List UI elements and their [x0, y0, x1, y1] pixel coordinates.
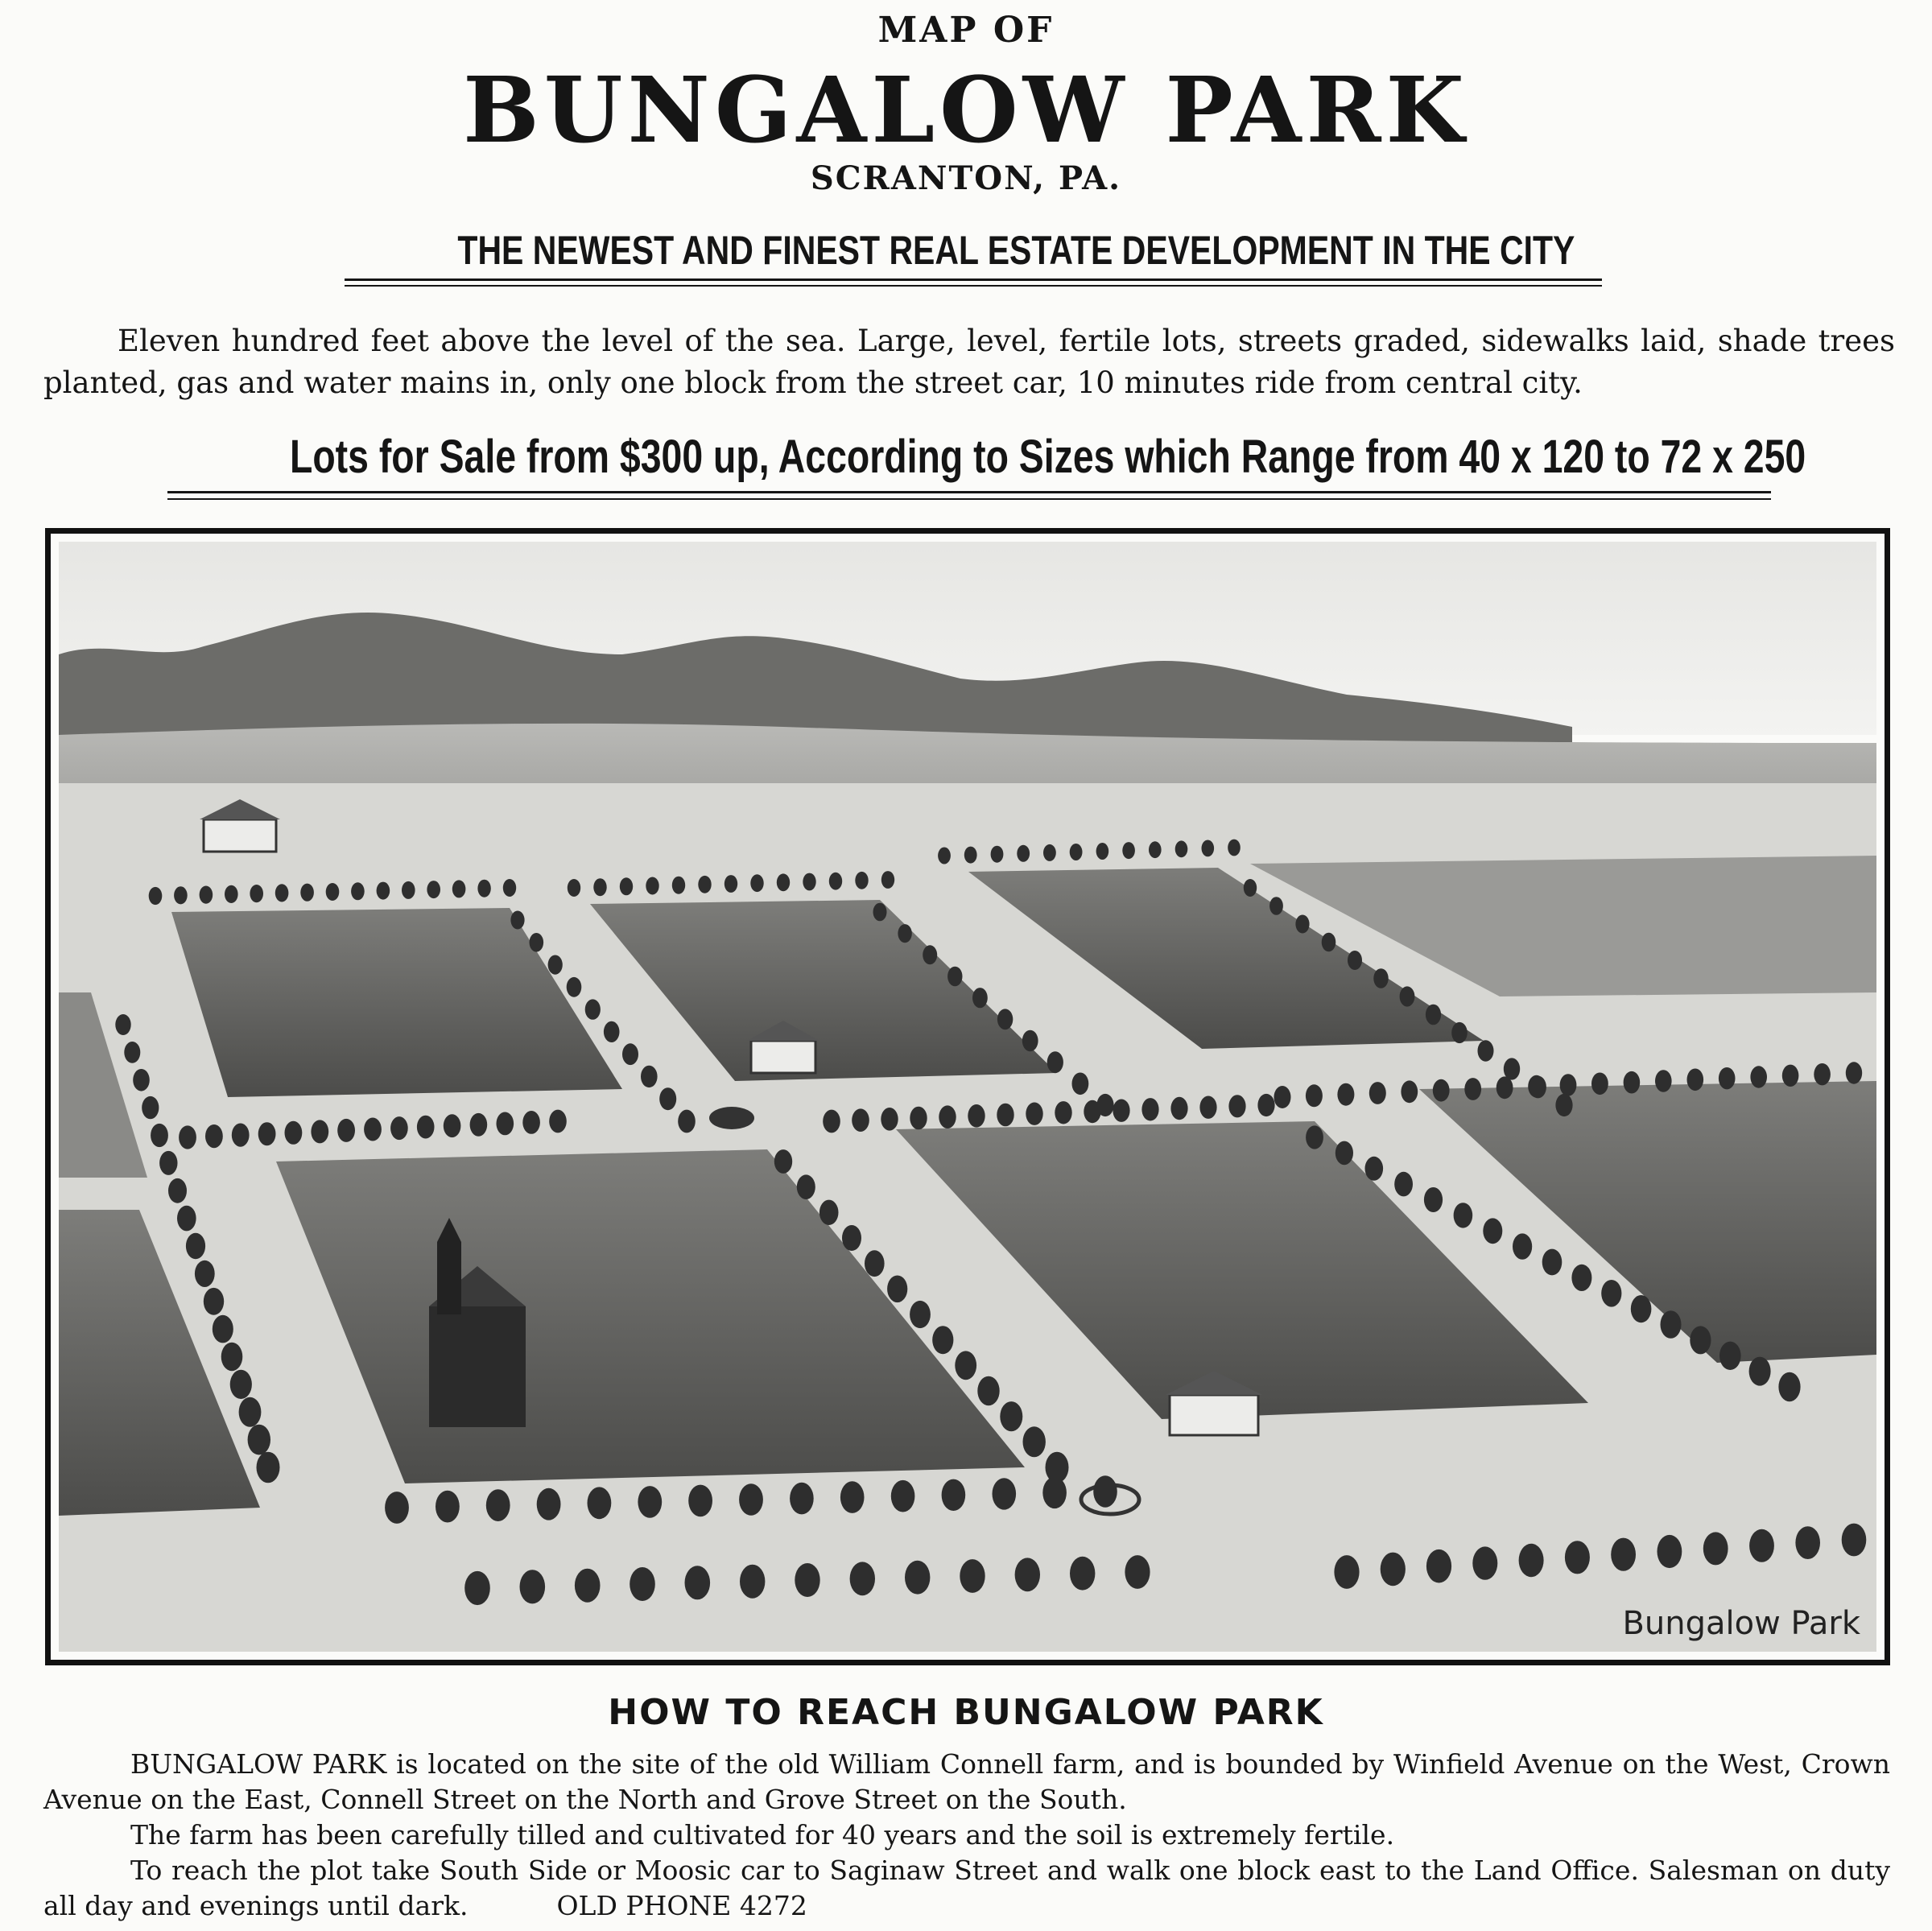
- tree: [1113, 1100, 1129, 1122]
- directions-paragraph-1: BUNGALOW PARK is located on the site of the old William Connell farm, and is bounded by Winfield Avenue on the West, Crown Avenue on the East, Connell Street on the North and Grove Street on the South.: [43, 1748, 1890, 1815]
- tree: [248, 1425, 270, 1455]
- tree: [1373, 968, 1388, 988]
- tree: [1394, 1172, 1413, 1197]
- tree: [250, 885, 263, 902]
- tree: [1274, 1086, 1291, 1108]
- tree: [300, 884, 314, 902]
- tree: [938, 848, 951, 864]
- tree: [205, 1124, 223, 1148]
- tree: [258, 1122, 276, 1145]
- tree: [402, 881, 415, 899]
- tree: [257, 1452, 280, 1483]
- tree: [1560, 1074, 1577, 1096]
- tree: [1017, 845, 1030, 862]
- tree: [1015, 1558, 1040, 1591]
- tree: [777, 873, 790, 891]
- tree: [1093, 1475, 1117, 1507]
- tree: [1513, 1233, 1532, 1259]
- tree: [115, 1014, 130, 1035]
- tree: [688, 1485, 712, 1517]
- directions-text: [43, 1747, 1890, 1924]
- tree: [1555, 1094, 1572, 1116]
- tree: [585, 999, 601, 1019]
- tree: [1530, 1076, 1546, 1099]
- tree: [1601, 1280, 1621, 1307]
- tree: [149, 887, 163, 905]
- tree: [1814, 1063, 1831, 1085]
- tree: [840, 1481, 865, 1513]
- bird-eye-illustration: [45, 528, 1890, 1665]
- tagline-rule-bottom: [345, 285, 1602, 287]
- tree: [186, 1233, 205, 1259]
- tree: [891, 1480, 915, 1512]
- tree: [873, 903, 887, 922]
- phone-number: OLD PHONE 4272: [556, 1890, 807, 1921]
- tree: [1542, 1249, 1563, 1276]
- tree: [204, 1288, 224, 1315]
- tree: [1026, 1103, 1042, 1125]
- tree: [530, 933, 544, 952]
- tree: [230, 1370, 252, 1399]
- tree: [829, 873, 842, 890]
- tree: [225, 885, 238, 903]
- tree: [947, 967, 962, 987]
- tree: [790, 1483, 814, 1515]
- tree: [174, 886, 188, 904]
- tree: [1125, 1555, 1150, 1589]
- tree: [1228, 1095, 1245, 1117]
- tree: [1454, 1203, 1473, 1228]
- tree: [1170, 1097, 1187, 1120]
- tree: [1348, 951, 1362, 970]
- tree: [1426, 1549, 1451, 1583]
- tree: [1072, 1073, 1089, 1095]
- tree: [678, 1110, 696, 1133]
- tree: [774, 1149, 792, 1174]
- tree: [593, 878, 606, 896]
- tree: [1000, 1401, 1022, 1431]
- tree: [964, 847, 977, 864]
- tree: [795, 1563, 819, 1597]
- tree: [1478, 1040, 1494, 1062]
- tree: [823, 1110, 840, 1133]
- tree: [177, 1206, 196, 1232]
- tree: [1023, 1426, 1046, 1457]
- tree: [1043, 844, 1056, 861]
- tree: [1451, 1022, 1468, 1043]
- lots-rule-bottom: [167, 498, 1771, 500]
- intro-text: Eleven hundred feet above the level of the sea. Large, level, fertile lots, streets graded, sidewalks laid, shade trees planted, gas and water mains in, only one block from the street car, 10 minutes ride from central city.: [43, 324, 1895, 400]
- tree: [1381, 1553, 1406, 1586]
- tree: [497, 1112, 514, 1136]
- tagline: THE NEWEST AND FINEST REAL ESTATE DEVELOPMENT IN THE CITY: [457, 228, 1575, 273]
- tree: [390, 1116, 408, 1140]
- tree: [275, 884, 289, 902]
- tree: [1795, 1526, 1820, 1559]
- tree: [1703, 1532, 1728, 1565]
- tree: [1141, 1098, 1158, 1120]
- tree: [910, 1301, 931, 1328]
- tree: [1228, 840, 1241, 856]
- tree: [905, 1561, 930, 1595]
- tree: [865, 1250, 885, 1277]
- tree: [195, 1261, 215, 1287]
- tree: [337, 1119, 355, 1142]
- tree: [698, 876, 711, 893]
- tree: [1369, 1082, 1386, 1104]
- tree: [232, 1124, 250, 1147]
- lots-offer: Lots for Sale from $300 up, According to Sizes which Range from 40 x 120 to 72 x 250: [290, 431, 1806, 483]
- tree: [819, 1200, 839, 1225]
- tree: [997, 1009, 1013, 1029]
- tree: [638, 1486, 662, 1518]
- tree: [1464, 1078, 1481, 1100]
- tree: [685, 1566, 711, 1599]
- tree: [1624, 1071, 1641, 1094]
- tree: [548, 955, 563, 975]
- tree: [151, 1124, 168, 1147]
- tree: [1295, 915, 1309, 934]
- tree: [1042, 1477, 1067, 1508]
- tree: [124, 1042, 140, 1063]
- tree: [898, 924, 911, 943]
- tree: [942, 1479, 966, 1511]
- tree: [855, 872, 868, 889]
- tree: [1335, 1141, 1353, 1166]
- tree: [842, 1225, 861, 1251]
- tree: [1426, 1005, 1441, 1025]
- tree: [797, 1174, 815, 1199]
- tree: [881, 871, 894, 889]
- tree: [1096, 1094, 1113, 1116]
- tree: [646, 877, 658, 895]
- tree: [724, 875, 737, 893]
- tree: [1778, 1372, 1800, 1401]
- tree: [604, 1021, 620, 1042]
- tree: [417, 1116, 435, 1139]
- tree: [567, 977, 582, 997]
- tree: [672, 877, 685, 894]
- tree: [1257, 1094, 1274, 1116]
- tree: [991, 846, 1004, 863]
- tree: [1565, 1541, 1590, 1574]
- tree: [510, 911, 524, 930]
- tree: [444, 1114, 461, 1137]
- tree: [1504, 1058, 1520, 1079]
- tree: [1096, 843, 1109, 860]
- tree: [1199, 1096, 1216, 1119]
- directions-paragraph-3: [43, 1853, 1890, 1924]
- tree: [168, 1178, 187, 1203]
- tree: [1719, 1342, 1741, 1370]
- traffic-circle-north: [709, 1107, 754, 1129]
- tree: [213, 1315, 233, 1343]
- tree: [285, 1121, 303, 1145]
- tree: [142, 1096, 159, 1119]
- location: SCRANTON, PA.: [810, 159, 1122, 197]
- tree: [622, 1043, 638, 1065]
- tree: [1122, 842, 1135, 859]
- tree: [923, 945, 937, 964]
- tree: [1846, 1062, 1862, 1083]
- directions-paragraph-3-text: To reach the plot take South Side or Moosic car to Saginaw Street and walk one block east to the Land Office. Salesman on duty all day and evenings until dark.: [43, 1855, 1890, 1921]
- tree: [133, 1069, 150, 1091]
- tree: [1424, 1187, 1443, 1212]
- tree: [1661, 1310, 1682, 1339]
- tree: [1631, 1295, 1652, 1322]
- tagline-rule-top: [345, 279, 1602, 281]
- tree: [972, 988, 988, 1008]
- tree: [1657, 1535, 1682, 1568]
- tree: [452, 880, 466, 897]
- tree: [503, 879, 516, 897]
- tree: [1244, 879, 1257, 897]
- tree: [852, 1108, 869, 1132]
- tree: [939, 1105, 956, 1128]
- tree: [385, 1492, 409, 1524]
- tree: [1571, 1265, 1591, 1291]
- tree: [159, 1151, 177, 1175]
- tree: [464, 1571, 490, 1605]
- tree: [1047, 1051, 1063, 1073]
- tree: [588, 1487, 612, 1519]
- directions-heading: HOW TO REACH BUNGALOW PARK: [608, 1692, 1324, 1733]
- lots-rule-top: [167, 491, 1771, 493]
- tree: [750, 874, 763, 892]
- page-title: BUNGALOW PARK: [463, 58, 1469, 163]
- tree: [1782, 1065, 1799, 1087]
- tree: [641, 1066, 658, 1087]
- tree: [522, 1111, 540, 1134]
- tree: [470, 1113, 488, 1137]
- tree: [739, 1483, 763, 1516]
- tree: [179, 1125, 196, 1149]
- tree: [537, 1488, 561, 1520]
- tree: [1483, 1218, 1502, 1244]
- directions-paragraph-2: The farm has been carefully tilled and cultivated for 40 years and the soil is extremely fertile.: [130, 1819, 1395, 1851]
- tree: [960, 1559, 985, 1593]
- tree: [659, 1087, 676, 1110]
- tree: [993, 1478, 1017, 1509]
- tree: [575, 1569, 601, 1603]
- tree: [1401, 1080, 1418, 1103]
- tree: [620, 877, 633, 895]
- tree: [311, 1120, 328, 1143]
- tree: [630, 1567, 655, 1601]
- tree: [221, 1343, 243, 1371]
- tree: [1175, 840, 1188, 857]
- tree: [1334, 1555, 1359, 1589]
- tree: [1749, 1529, 1774, 1562]
- tree: [1472, 1546, 1497, 1579]
- tree: [850, 1562, 875, 1595]
- tree: [486, 1489, 510, 1521]
- tree: [1842, 1524, 1867, 1557]
- tree: [200, 886, 213, 904]
- tree: [520, 1570, 546, 1603]
- tree: [968, 1104, 985, 1128]
- tree: [955, 1351, 976, 1380]
- tree: [1433, 1079, 1450, 1102]
- tree: [1070, 1557, 1095, 1591]
- tree: [932, 1326, 953, 1354]
- tree: [1496, 1076, 1513, 1099]
- tree: [1750, 1066, 1767, 1087]
- tree: [881, 1108, 898, 1131]
- tree: [1611, 1538, 1636, 1571]
- tree: [427, 881, 440, 898]
- tree: [568, 879, 580, 897]
- tree: [1202, 840, 1215, 857]
- tree: [997, 1104, 1013, 1127]
- tree: [1687, 1069, 1704, 1091]
- development-drawing: [59, 542, 1876, 1652]
- tree: [910, 1107, 927, 1130]
- tree: [1306, 1125, 1323, 1149]
- tree: [1400, 986, 1415, 1006]
- tree: [1365, 1157, 1384, 1181]
- tree: [364, 1118, 382, 1141]
- tree: [1149, 841, 1162, 858]
- tree: [377, 882, 390, 900]
- tree: [887, 1276, 907, 1303]
- kicker: MAP OF: [877, 10, 1055, 51]
- tree: [1055, 1101, 1071, 1124]
- tree: [239, 1397, 262, 1427]
- tree: [740, 1565, 765, 1599]
- tree: [1749, 1357, 1771, 1386]
- tree: [1690, 1326, 1711, 1354]
- tree: [549, 1110, 567, 1133]
- header: [0, 0, 1932, 515]
- tree: [477, 880, 490, 897]
- tree: [436, 1491, 460, 1523]
- tree: [1322, 933, 1336, 952]
- tree: [1655, 1070, 1672, 1092]
- illustration-signature: Bungalow Park: [1622, 1605, 1860, 1642]
- tree: [977, 1376, 999, 1405]
- tree: [1719, 1067, 1736, 1089]
- tree: [1269, 897, 1283, 915]
- tree: [351, 882, 365, 900]
- tree: [1337, 1083, 1354, 1106]
- tree: [1022, 1030, 1038, 1051]
- tree: [1519, 1544, 1544, 1577]
- tree: [326, 883, 340, 901]
- tree: [1306, 1084, 1323, 1107]
- tree: [1591, 1073, 1608, 1095]
- tree: [803, 873, 815, 891]
- tree: [1070, 844, 1083, 860]
